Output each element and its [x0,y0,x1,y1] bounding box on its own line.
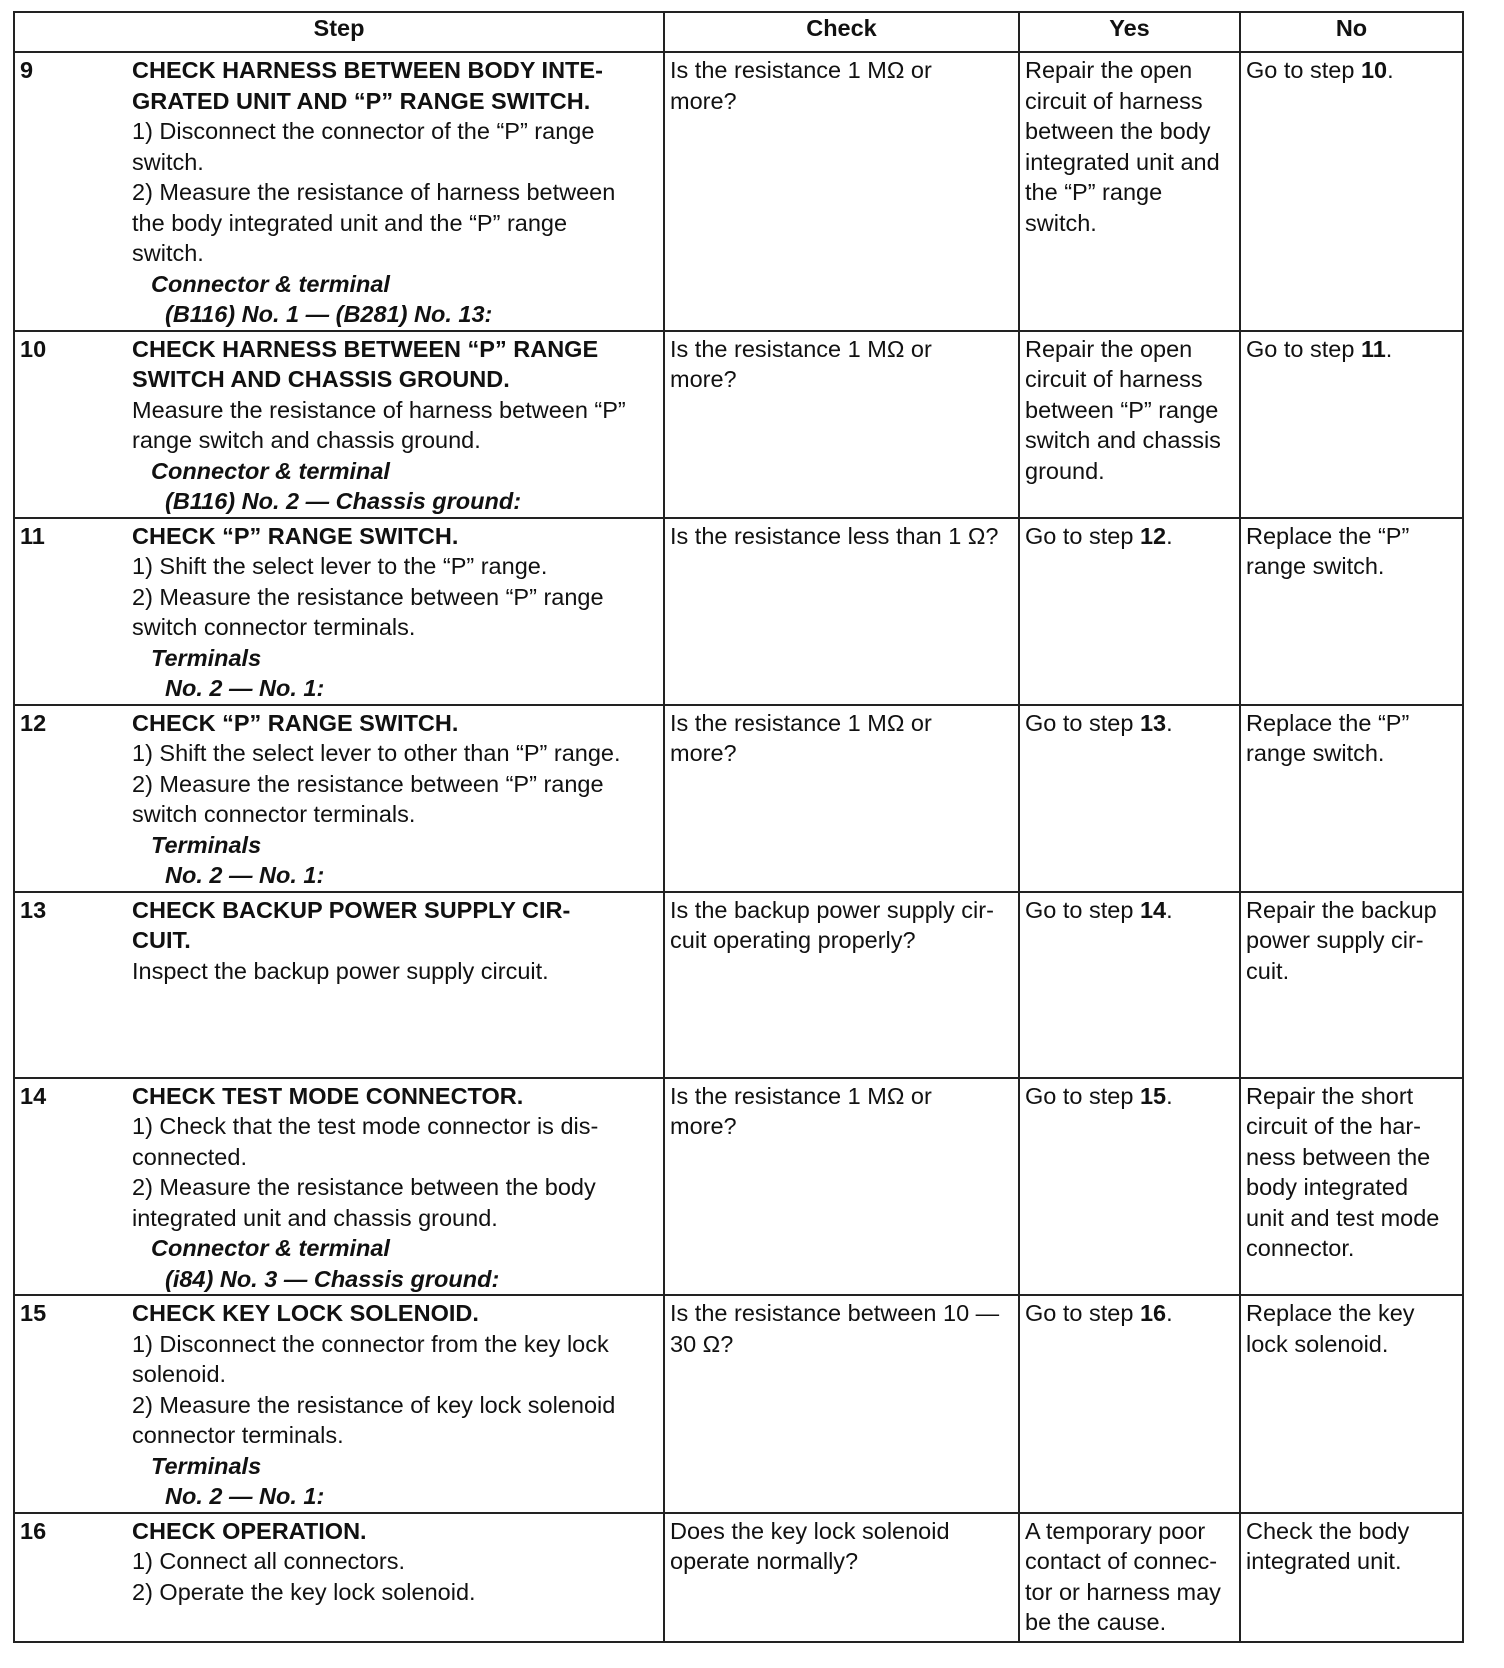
step-number: 13 [20,896,47,923]
step-cell [14,892,664,1078]
header-no: No [1240,12,1463,52]
yes-text: circuit of harness [1025,366,1203,392]
step-cell [14,705,664,892]
step-instruction: 2) Measure the resistance between “P” range [132,583,604,610]
yes-text: be the cause. [1025,1609,1167,1635]
step-instruction: switch. [132,148,204,175]
step-heading: CHECK KEY LOCK SOLENOID. [132,1300,479,1326]
step-number: 12 [20,709,47,736]
step-instruction: the body integrated unit and the “P” range [132,209,568,236]
step-number: 11 [20,522,45,549]
check-text: Is the resistance 1 MΩ or [670,335,932,362]
step-instruction: connector terminals. [132,1422,344,1448]
step-heading: SWITCH AND CHASSIS GROUND. [132,366,510,392]
no-text: range switch. [1246,553,1385,579]
step-number: 10 [20,335,47,362]
step-instruction: switch. [132,240,204,266]
check-text: Does the key lock solenoid [670,1517,950,1544]
step-instruction: integrated unit and chassis ground. [132,1204,498,1231]
no-cell [1240,1295,1463,1513]
connector-value: No. 2 — No. 1: [165,1483,325,1509]
no-text: Repair the backup [1246,896,1437,923]
no-cell [1240,1078,1463,1296]
step-instruction: 2) Measure the resistance of key lock solenoid [132,1391,616,1418]
yes-cell [1019,1513,1240,1642]
yes-cell [1019,331,1240,518]
table-row [14,1295,1463,1513]
step-instruction: 1) Shift the select lever to other than “P” range. [132,740,621,766]
header-yes: Yes [1019,12,1240,52]
step-heading: CHECK HARNESS BETWEEN “P” RANGE [132,335,599,362]
no-cell [1240,52,1463,331]
table-row [14,705,1463,892]
header-step: Step [14,12,664,52]
yes-text: Go to step 15. [1025,1082,1173,1109]
step-instruction: connected. [132,1143,247,1170]
no-text: lock solenoid. [1246,1330,1389,1357]
step-instruction: 1) Disconnect the connector from the key lock [132,1330,609,1357]
yes-cell [1019,892,1240,1078]
check-cell [664,1295,1019,1513]
step-instruction: 1) Check that the test mode connector is dis- [132,1113,599,1139]
yes-cell [1019,705,1240,892]
connector-value: (B116) No. 2 — Chassis ground: [165,488,522,514]
no-text: power supply cir- [1246,927,1424,953]
table-row [14,892,1463,1078]
check-text: Is the resistance less than 1 Ω? [670,522,999,549]
no-text: body integrated [1246,1174,1409,1200]
header-row [14,12,1463,52]
no-cell [1240,1513,1463,1642]
no-cell [1240,705,1463,892]
goto-step-number: 15 [1139,1082,1167,1109]
yes-text: Go to step 14. [1025,896,1173,923]
step-instruction: 2) Operate the key lock solenoid. [132,1578,476,1605]
step-number: 16 [20,1517,47,1544]
step-instruction: 2) Measure the resistance of harness between [132,179,616,205]
no-cell [1240,892,1463,1078]
yes-cell [1019,52,1240,331]
step-heading: GRATED UNIT AND “P” RANGE SWITCH. [132,87,591,114]
no-text: Check the body [1246,1517,1410,1544]
no-text: cuit. [1246,957,1290,984]
no-text: Replace the key [1246,1300,1415,1326]
connector-value: (i84) No. 3 — Chassis ground: [165,1265,500,1292]
check-cell [664,331,1019,518]
no-text: Repair the short [1246,1082,1414,1109]
table-row [14,52,1463,331]
step-cell [14,1295,664,1513]
check-text: more? [670,1113,737,1139]
step-instruction: solenoid. [132,1361,227,1387]
check-text: 30 Ω? [670,1330,734,1357]
header-check: Check [664,12,1019,52]
table-row [14,1513,1463,1642]
connector-label: Terminals [151,644,262,671]
no-text: Replace the “P” [1246,709,1410,736]
step-number: 9 [20,57,34,83]
connector-label: Connector & terminal [151,1235,390,1261]
check-text: more? [670,366,737,392]
goto-step-number: 13 [1139,709,1167,736]
step-heading: CHECK OPERATION. [132,1517,367,1544]
yes-text: Repair the open [1025,335,1193,362]
check-text: Is the resistance 1 MΩ or [670,709,932,736]
check-text: Is the resistance between 10 — [670,1300,1000,1326]
goto-step-number: 14 [1139,896,1167,923]
step-heading: CUIT. [132,927,191,953]
yes-text: Go to step 13. [1025,709,1173,736]
step-cell [14,52,664,331]
step-heading: CHECK HARNESS BETWEEN BODY INTE- [132,57,603,83]
no-text: connector. [1246,1235,1355,1261]
step-instruction: switch connector terminals. [132,614,416,640]
no-text: integrated unit. [1246,1548,1402,1574]
step-instruction: 2) Measure the resistance between “P” range [132,770,604,797]
yes-text: switch and chassis [1025,427,1221,453]
yes-text: tor or harness may [1025,1578,1221,1605]
goto-step-number: 11 [1360,335,1386,362]
check-text: Is the resistance 1 MΩ or [670,57,932,83]
yes-text: ground. [1025,457,1105,484]
no-text: Go to step 10. [1246,57,1394,83]
step-heading: CHECK BACKUP POWER SUPPLY CIR- [132,896,571,923]
no-text: circuit of the har- [1246,1113,1422,1139]
step-cell [14,331,664,518]
yes-text: Go to step 12. [1025,522,1173,549]
step-instruction: range switch and chassis ground. [132,427,481,453]
yes-cell [1019,1078,1240,1296]
table-row [14,1078,1463,1296]
step-heading: CHECK TEST MODE CONNECTOR. [132,1082,524,1109]
step-heading: CHECK “P” RANGE SWITCH. [132,522,459,549]
check-cell [664,1513,1019,1642]
yes-text: switch. [1025,209,1097,236]
step-instruction: 1) Shift the select lever to the “P” range. [132,553,548,579]
step-instruction: 2) Measure the resistance between the body [132,1174,596,1200]
check-text: more? [670,740,737,766]
step-number: 15 [20,1300,47,1326]
connector-label: Terminals [151,831,262,858]
step-cell [14,1513,664,1642]
step-instruction: 1) Disconnect the connector of the “P” range [132,118,595,144]
step-instruction: Measure the resistance of harness between “P” [132,396,626,423]
step-number: 14 [20,1082,47,1109]
no-text: ness between the [1246,1143,1431,1170]
step-instruction: Inspect the backup power supply circuit. [132,957,549,984]
connector-value: (B116) No. 1 — (B281) No. 13: [165,301,493,327]
step-instruction: 1) Connect all connectors. [132,1548,406,1574]
goto-step-number: 10 [1360,57,1388,83]
diagnostic-table [13,11,1464,1643]
step-cell [14,518,664,705]
no-text: range switch. [1246,740,1385,766]
yes-cell [1019,518,1240,705]
connector-label: Terminals [151,1452,262,1479]
connector-label: Connector & terminal [151,457,390,484]
check-text: Is the backup power supply cir- [670,896,994,923]
check-text: cuit operating properly? [670,927,916,953]
yes-text: the “P” range [1025,179,1163,205]
yes-text: between “P” range [1025,396,1219,423]
no-cell [1240,518,1463,705]
yes-text: A temporary poor [1025,1517,1206,1544]
check-cell [664,1078,1019,1296]
yes-text: integrated unit and [1025,148,1220,175]
check-cell [664,518,1019,705]
yes-text: contact of connec- [1025,1548,1218,1574]
step-instruction: switch connector terminals. [132,801,416,827]
yes-cell [1019,1295,1240,1513]
table-row [14,518,1463,705]
goto-step-number: 12 [1139,522,1167,549]
check-cell [664,705,1019,892]
check-text: Is the resistance 1 MΩ or [670,1082,932,1109]
yes-text: Go to step 16. [1025,1300,1173,1326]
no-text: Replace the “P” [1246,522,1410,549]
no-text: Go to step 11. [1246,335,1393,362]
check-cell [664,892,1019,1078]
check-cell [664,52,1019,331]
table-row [14,331,1463,518]
yes-text: Repair the open [1025,57,1193,83]
connector-label: Connector & terminal [151,270,390,297]
check-text: more? [670,87,737,114]
step-heading: CHECK “P” RANGE SWITCH. [132,709,459,736]
yes-text: circuit of harness [1025,87,1203,114]
step-cell [14,1078,664,1296]
no-text: unit and test mode [1246,1204,1440,1231]
goto-step-number: 16 [1139,1300,1167,1326]
no-cell [1240,331,1463,518]
check-text: operate normally? [670,1548,859,1574]
connector-value: No. 2 — No. 1: [165,675,325,701]
yes-text: between the body [1025,118,1211,144]
connector-value: No. 2 — No. 1: [165,862,325,888]
